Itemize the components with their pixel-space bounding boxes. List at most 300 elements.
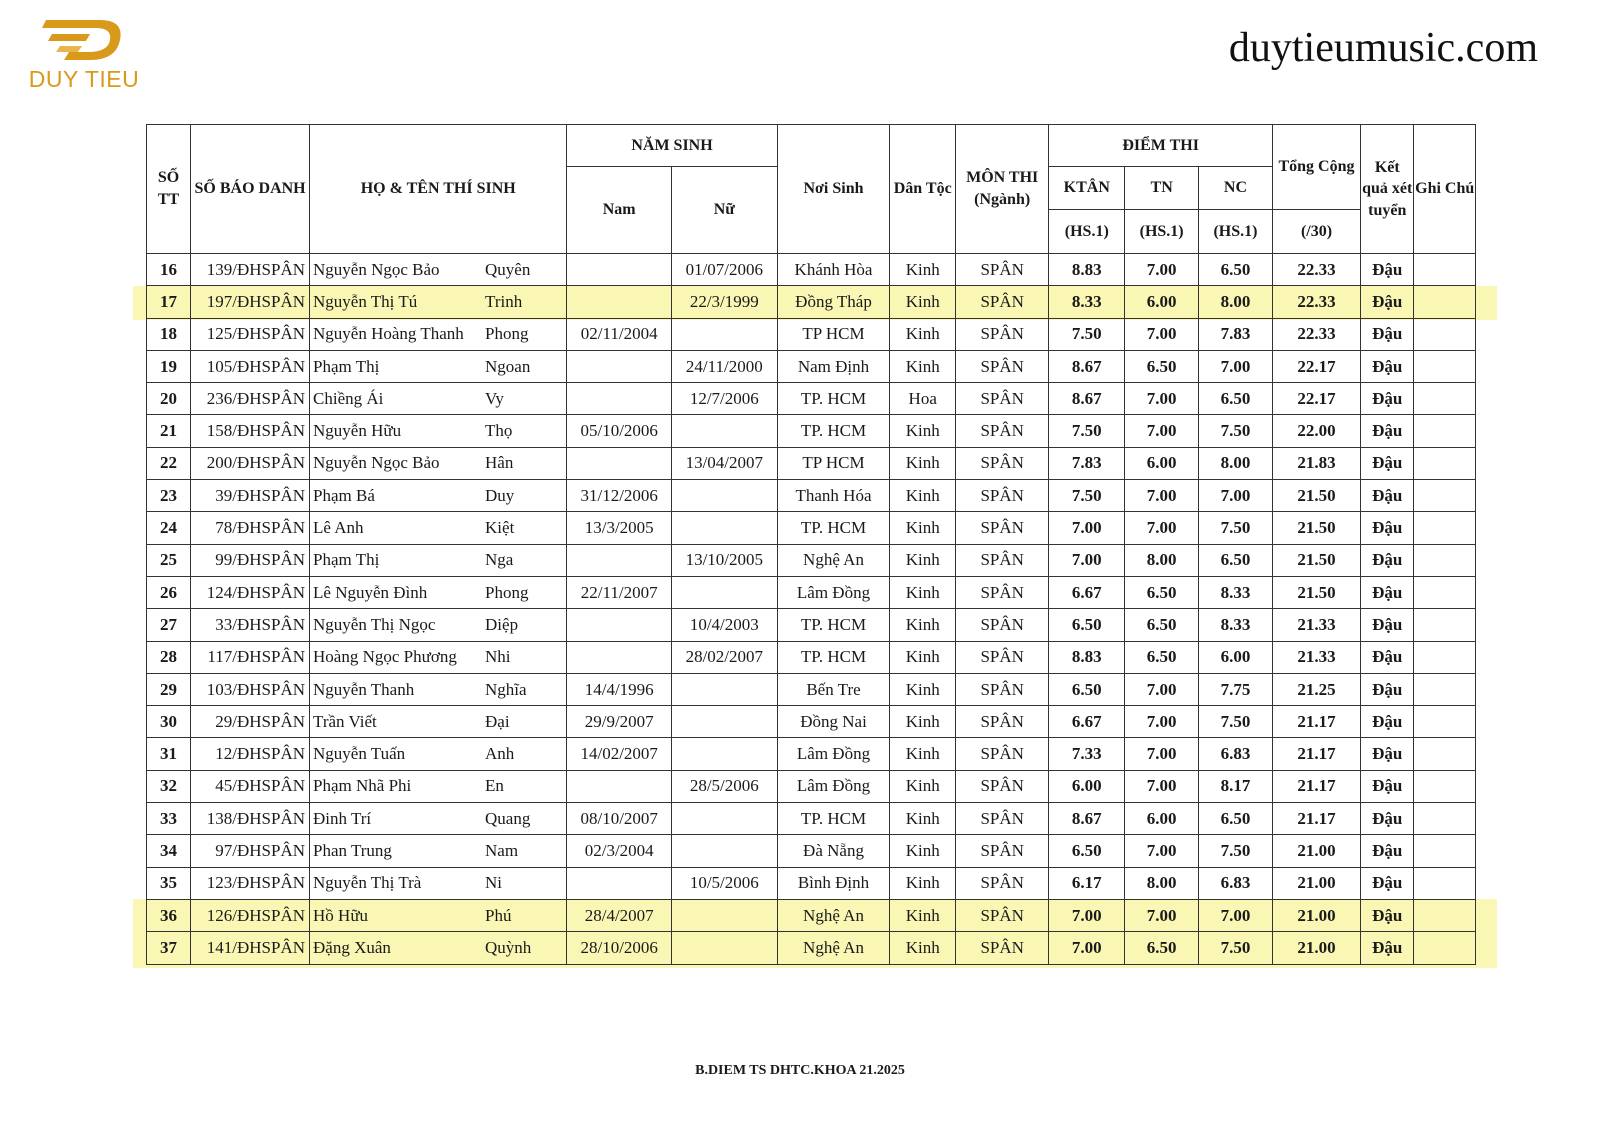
cell-tong: 21.83 — [1272, 447, 1360, 479]
header-nc: NC — [1199, 167, 1273, 210]
cell-mon-thi: SPÂN — [956, 480, 1049, 512]
cell-tong: 21.17 — [1272, 738, 1360, 770]
table-row — [147, 706, 1476, 738]
table-row — [147, 738, 1476, 770]
cell-sbd: 197/ĐHSPÂN — [191, 286, 310, 318]
cell-ket-qua: Đậu — [1361, 609, 1414, 641]
cell-stt: 19 — [147, 350, 191, 382]
cell-dan-toc: Kinh — [890, 415, 956, 447]
cell-tn: 7.00 — [1125, 383, 1199, 415]
cell-nu: 01/07/2006 — [672, 254, 778, 286]
cell-nc: 6.50 — [1199, 254, 1273, 286]
given-name: Diệp — [485, 614, 519, 634]
header-nam-sinh: NĂM SINH — [567, 125, 777, 167]
given-name: Anh — [485, 744, 515, 764]
header-mon-thi: MÔN THI (Ngành) — [956, 125, 1049, 254]
cell-mon-thi: SPÂN — [956, 641, 1049, 673]
cell-nu — [672, 576, 778, 608]
table-row — [147, 383, 1476, 415]
cell-mon-thi: SPÂN — [956, 835, 1049, 867]
cell-stt: 32 — [147, 770, 191, 802]
header-ket-qua: Kết quả xét tuyển — [1361, 125, 1414, 254]
cell-nam — [567, 609, 672, 641]
cell-ket-qua: Đậu — [1361, 932, 1414, 964]
cell-ket-qua: Đậu — [1361, 867, 1414, 899]
cell-dan-toc: Kinh — [890, 544, 956, 576]
cell-nc: 7.00 — [1199, 350, 1273, 382]
given-name: Nghĩa — [485, 679, 527, 699]
cell-full-name — [310, 512, 567, 544]
cell-sbd: 141/ĐHSPÂN — [191, 932, 310, 964]
given-name: Phong — [485, 582, 529, 602]
cell-mon-thi: SPÂN — [956, 447, 1049, 479]
cell-noi-sinh: Lâm Đồng — [777, 576, 890, 608]
cell-sbd: 125/ĐHSPÂN — [191, 318, 310, 350]
family-name: Nguyễn Ngọc Bảo — [313, 453, 440, 473]
cell-ket-qua: Đậu — [1361, 770, 1414, 802]
family-name: Đặng Xuân — [313, 937, 391, 957]
results-table — [146, 124, 1476, 965]
cell-full-name — [310, 447, 567, 479]
cell-mon-thi: SPÂN — [956, 673, 1049, 705]
table-row — [147, 867, 1476, 899]
cell-tong: 21.33 — [1272, 609, 1360, 641]
cell-dan-toc: Kinh — [890, 932, 956, 964]
family-name: Trần Viết — [313, 711, 377, 731]
cell-nam: 29/9/2007 — [567, 706, 672, 738]
cell-ghi-chu — [1414, 350, 1476, 382]
header-ghi-chu: Ghi Chú — [1414, 125, 1476, 254]
header-tong-cong: Tổng Cộng — [1272, 125, 1360, 210]
cell-tn: 7.00 — [1125, 835, 1199, 867]
cell-nu — [672, 932, 778, 964]
cell-ghi-chu — [1414, 415, 1476, 447]
header-hs-nc: (HS.1) — [1199, 210, 1273, 254]
family-name: Nguyễn Thị Tú — [313, 291, 418, 311]
given-name: En — [485, 776, 504, 796]
cell-nc: 7.50 — [1199, 706, 1273, 738]
cell-ghi-chu — [1414, 673, 1476, 705]
cell-tong: 22.17 — [1272, 383, 1360, 415]
cell-ktan: 7.50 — [1049, 318, 1125, 350]
cell-mon-thi: SPÂN — [956, 383, 1049, 415]
cell-ket-qua: Đậu — [1361, 899, 1414, 931]
cell-ket-qua: Đậu — [1361, 480, 1414, 512]
cell-noi-sinh: TP. HCM — [777, 609, 890, 641]
family-name: Nguyễn Ngọc Bảo — [313, 259, 440, 279]
cell-full-name — [310, 318, 567, 350]
given-name: Thọ — [485, 421, 513, 441]
cell-ket-qua: Đậu — [1361, 738, 1414, 770]
cell-noi-sinh: TP HCM — [777, 447, 890, 479]
cell-ktan: 7.00 — [1049, 899, 1125, 931]
cell-stt: 27 — [147, 609, 191, 641]
cell-ghi-chu — [1414, 803, 1476, 835]
cell-nc: 7.50 — [1199, 932, 1273, 964]
cell-mon-thi: SPÂN — [956, 738, 1049, 770]
family-name: Phạm Thị — [313, 356, 380, 376]
family-name: Nguyễn Thanh — [313, 679, 415, 699]
cell-nc: 6.50 — [1199, 803, 1273, 835]
cell-noi-sinh: TP. HCM — [777, 641, 890, 673]
cell-sbd: 105/ĐHSPÂN — [191, 350, 310, 382]
cell-noi-sinh: TP. HCM — [777, 383, 890, 415]
cell-ghi-chu — [1414, 641, 1476, 673]
cell-ket-qua: Đậu — [1361, 447, 1414, 479]
cell-full-name — [310, 286, 567, 318]
cell-nu: 13/04/2007 — [672, 447, 778, 479]
cell-noi-sinh: Bình Định — [777, 867, 890, 899]
given-name: Phong — [485, 324, 529, 344]
cell-tn: 6.50 — [1125, 641, 1199, 673]
cell-full-name — [310, 350, 567, 382]
cell-ktan: 8.67 — [1049, 350, 1125, 382]
cell-tong: 21.50 — [1272, 544, 1360, 576]
cell-ket-qua: Đậu — [1361, 544, 1414, 576]
cell-nu: 12/7/2006 — [672, 383, 778, 415]
family-name: Lê Nguyễn Đình — [313, 582, 428, 602]
cell-full-name — [310, 609, 567, 641]
cell-tn: 7.00 — [1125, 318, 1199, 350]
cell-tn: 7.00 — [1125, 254, 1199, 286]
cell-nam — [567, 254, 672, 286]
cell-ktan: 8.83 — [1049, 254, 1125, 286]
cell-ket-qua: Đậu — [1361, 706, 1414, 738]
given-name: Quyên — [485, 259, 531, 279]
cell-ktan: 6.50 — [1049, 835, 1125, 867]
cell-mon-thi: SPÂN — [956, 609, 1049, 641]
cell-nu — [672, 512, 778, 544]
cell-ket-qua: Đậu — [1361, 512, 1414, 544]
cell-tong: 21.17 — [1272, 770, 1360, 802]
cell-nc: 8.33 — [1199, 609, 1273, 641]
cell-stt: 37 — [147, 932, 191, 964]
cell-stt: 20 — [147, 383, 191, 415]
cell-mon-thi: SPÂN — [956, 932, 1049, 964]
cell-ktan: 6.50 — [1049, 609, 1125, 641]
cell-nam — [567, 350, 672, 382]
cell-noi-sinh: Đồng Nai — [777, 706, 890, 738]
cell-nu: 13/10/2005 — [672, 544, 778, 576]
cell-tn: 6.50 — [1125, 350, 1199, 382]
cell-ket-qua: Đậu — [1361, 835, 1414, 867]
cell-full-name — [310, 738, 567, 770]
cell-tn: 7.00 — [1125, 415, 1199, 447]
cell-dan-toc: Kinh — [890, 641, 956, 673]
cell-nu — [672, 480, 778, 512]
cell-dan-toc: Kinh — [890, 673, 956, 705]
cell-tn: 6.50 — [1125, 576, 1199, 608]
cell-ktan: 8.83 — [1049, 641, 1125, 673]
cell-stt: 21 — [147, 415, 191, 447]
cell-ktan: 7.50 — [1049, 415, 1125, 447]
cell-full-name — [310, 899, 567, 931]
cell-sbd: 126/ĐHSPÂN — [191, 899, 310, 931]
cell-nu — [672, 318, 778, 350]
cell-dan-toc: Kinh — [890, 480, 956, 512]
cell-nam — [567, 770, 672, 802]
cell-sbd: 236/ĐHSPÂN — [191, 383, 310, 415]
cell-tong: 22.00 — [1272, 415, 1360, 447]
cell-sbd: 33/ĐHSPÂN — [191, 609, 310, 641]
cell-ghi-chu — [1414, 932, 1476, 964]
cell-sbd: 45/ĐHSPÂN — [191, 770, 310, 802]
cell-tong: 21.00 — [1272, 867, 1360, 899]
family-name: Phạm Bá — [313, 485, 375, 505]
cell-nam: 08/10/2007 — [567, 803, 672, 835]
cell-ket-qua: Đậu — [1361, 286, 1414, 318]
family-name: Phạm Thị — [313, 550, 380, 570]
cell-dan-toc: Kinh — [890, 706, 956, 738]
cell-ghi-chu — [1414, 738, 1476, 770]
cell-ket-qua: Đậu — [1361, 318, 1414, 350]
cell-tong: 21.33 — [1272, 641, 1360, 673]
cell-sbd: 78/ĐHSPÂN — [191, 512, 310, 544]
table-row — [147, 803, 1476, 835]
cell-nam: 14/4/1996 — [567, 673, 672, 705]
cell-full-name — [310, 932, 567, 964]
family-name: Hoàng Ngọc Phương — [313, 647, 457, 667]
cell-noi-sinh: Bến Tre — [777, 673, 890, 705]
cell-nam — [567, 286, 672, 318]
cell-dan-toc: Kinh — [890, 803, 956, 835]
cell-nc: 8.00 — [1199, 286, 1273, 318]
cell-ktan: 7.00 — [1049, 544, 1125, 576]
cell-noi-sinh: Thanh Hóa — [777, 480, 890, 512]
cell-tong: 22.33 — [1272, 254, 1360, 286]
cell-ktan: 6.00 — [1049, 770, 1125, 802]
cell-stt: 28 — [147, 641, 191, 673]
cell-stt: 29 — [147, 673, 191, 705]
cell-nu: 28/5/2006 — [672, 770, 778, 802]
family-name: Nguyễn Hữu — [313, 421, 402, 441]
cell-nc: 6.83 — [1199, 738, 1273, 770]
table-row — [147, 609, 1476, 641]
given-name: Vy — [485, 388, 504, 408]
header-name: HỌ & TÊN THÍ SINH — [310, 125, 567, 254]
given-name: Nam — [485, 840, 519, 860]
cell-noi-sinh: Lâm Đồng — [777, 770, 890, 802]
cell-ktan: 6.67 — [1049, 706, 1125, 738]
cell-dan-toc: Kinh — [890, 350, 956, 382]
cell-dan-toc: Kinh — [890, 770, 956, 802]
header-sbd: SỐ BÁO DANH — [191, 125, 310, 254]
cell-full-name — [310, 867, 567, 899]
cell-ghi-chu — [1414, 770, 1476, 802]
cell-nu — [672, 706, 778, 738]
family-name: Nguyễn Thị Ngọc — [313, 614, 436, 634]
cell-full-name — [310, 803, 567, 835]
cell-stt: 16 — [147, 254, 191, 286]
cell-nam — [567, 447, 672, 479]
cell-nc: 7.50 — [1199, 415, 1273, 447]
cell-dan-toc: Kinh — [890, 447, 956, 479]
cell-nc: 7.00 — [1199, 480, 1273, 512]
cell-nu: 24/11/2000 — [672, 350, 778, 382]
family-name: Đinh Trí — [313, 808, 372, 828]
cell-ghi-chu — [1414, 867, 1476, 899]
cell-noi-sinh: Nghệ An — [777, 544, 890, 576]
cell-nc: 7.83 — [1199, 318, 1273, 350]
cell-tn: 7.00 — [1125, 480, 1199, 512]
document-code: B.DIEM TS DHTC.KHOA 21.2025 — [695, 1063, 905, 1078]
cell-tong: 22.33 — [1272, 286, 1360, 318]
cell-full-name — [310, 770, 567, 802]
table-row — [147, 899, 1476, 931]
cell-ktan: 8.33 — [1049, 286, 1125, 318]
cell-sbd: 12/ĐHSPÂN — [191, 738, 310, 770]
cell-tn: 6.00 — [1125, 447, 1199, 479]
header-nam: Nam — [567, 167, 672, 254]
cell-sbd: 138/ĐHSPÂN — [191, 803, 310, 835]
cell-nu — [672, 803, 778, 835]
cell-noi-sinh: Nam Định — [777, 350, 890, 382]
header-tn: TN — [1125, 167, 1199, 210]
cell-nc: 7.00 — [1199, 899, 1273, 931]
cell-tn: 6.50 — [1125, 932, 1199, 964]
cell-noi-sinh: Lâm Đồng — [777, 738, 890, 770]
cell-nu — [672, 415, 778, 447]
cell-ghi-chu — [1414, 447, 1476, 479]
header-hs-tn: (HS.1) — [1125, 210, 1199, 254]
table-row — [147, 318, 1476, 350]
family-name: Nguyễn Thị Trà — [313, 873, 422, 893]
given-name: Hân — [485, 453, 514, 473]
cell-full-name — [310, 415, 567, 447]
cell-stt: 30 — [147, 706, 191, 738]
cell-dan-toc: Kinh — [890, 318, 956, 350]
cell-noi-sinh: Khánh Hòa — [777, 254, 890, 286]
cell-ghi-chu — [1414, 383, 1476, 415]
cell-stt: 36 — [147, 899, 191, 931]
cell-nu — [672, 835, 778, 867]
cell-tn: 6.00 — [1125, 803, 1199, 835]
cell-tn: 8.00 — [1125, 544, 1199, 576]
cell-tong: 21.17 — [1272, 706, 1360, 738]
cell-full-name — [310, 383, 567, 415]
cell-dan-toc: Kinh — [890, 835, 956, 867]
family-name: Nguyễn Tuấn — [313, 744, 406, 764]
table-row — [147, 641, 1476, 673]
cell-mon-thi: SPÂN — [956, 318, 1049, 350]
cell-dan-toc: Kinh — [890, 286, 956, 318]
cell-ktan: 7.00 — [1049, 932, 1125, 964]
cell-nc: 8.17 — [1199, 770, 1273, 802]
cell-stt: 25 — [147, 544, 191, 576]
cell-ghi-chu — [1414, 254, 1476, 286]
family-name: Nguyễn Hoàng Thanh — [313, 324, 464, 344]
cell-nc: 6.50 — [1199, 383, 1273, 415]
given-name: Quang — [485, 808, 531, 828]
cell-nc: 7.50 — [1199, 512, 1273, 544]
given-name: Trinh — [485, 291, 523, 311]
cell-noi-sinh: TP. HCM — [777, 415, 890, 447]
family-name: Hồ Hữu — [313, 905, 369, 925]
cell-tong: 21.00 — [1272, 899, 1360, 931]
cell-ktan: 8.67 — [1049, 803, 1125, 835]
cell-full-name — [310, 835, 567, 867]
cell-mon-thi: SPÂN — [956, 803, 1049, 835]
cell-ktan: 6.50 — [1049, 673, 1125, 705]
cell-tong: 22.33 — [1272, 318, 1360, 350]
given-name: Nga — [485, 550, 514, 570]
cell-nam — [567, 544, 672, 576]
cell-stt: 34 — [147, 835, 191, 867]
cell-sbd: 117/ĐHSPÂN — [191, 641, 310, 673]
cell-nu: 28/02/2007 — [672, 641, 778, 673]
cell-noi-sinh: Đồng Tháp — [777, 286, 890, 318]
cell-dan-toc: Kinh — [890, 867, 956, 899]
cell-noi-sinh: Đà Nẵng — [777, 835, 890, 867]
cell-tn: 7.00 — [1125, 673, 1199, 705]
cell-nc: 6.00 — [1199, 641, 1273, 673]
cell-ket-qua: Đậu — [1361, 415, 1414, 447]
table-row — [147, 480, 1476, 512]
cell-nu: 10/5/2006 — [672, 867, 778, 899]
table-row — [147, 673, 1476, 705]
header-noi-sinh: Nơi Sinh — [777, 125, 890, 254]
cell-ktan: 8.67 — [1049, 383, 1125, 415]
cell-ghi-chu — [1414, 576, 1476, 608]
header-hs-ktan: (HS.1) — [1049, 210, 1125, 254]
cell-mon-thi: SPÂN — [956, 286, 1049, 318]
cell-stt: 18 — [147, 318, 191, 350]
cell-nc: 8.00 — [1199, 447, 1273, 479]
cell-stt: 33 — [147, 803, 191, 835]
cell-ket-qua: Đậu — [1361, 641, 1414, 673]
cell-tn: 8.00 — [1125, 867, 1199, 899]
cell-nam: 28/4/2007 — [567, 899, 672, 931]
cell-sbd: 29/ĐHSPÂN — [191, 706, 310, 738]
given-name: Ngoan — [485, 356, 531, 376]
table-row — [147, 835, 1476, 867]
header-diem-thi: ĐIỂM THI — [1049, 125, 1273, 167]
cell-tong: 21.00 — [1272, 835, 1360, 867]
cell-dan-toc: Kinh — [890, 576, 956, 608]
family-name: Lê Anh — [313, 518, 364, 538]
cell-ghi-chu — [1414, 512, 1476, 544]
cell-mon-thi: SPÂN — [956, 350, 1049, 382]
cell-nam: 28/10/2006 — [567, 932, 672, 964]
cell-sbd: 39/ĐHSPÂN — [191, 480, 310, 512]
cell-nc: 7.75 — [1199, 673, 1273, 705]
cell-ghi-chu — [1414, 835, 1476, 867]
cell-ket-qua: Đậu — [1361, 350, 1414, 382]
cell-ket-qua: Đậu — [1361, 576, 1414, 608]
cell-mon-thi: SPÂN — [956, 415, 1049, 447]
cell-mon-thi: SPÂN — [956, 899, 1049, 931]
cell-tong: 22.17 — [1272, 350, 1360, 382]
cell-dan-toc: Kinh — [890, 899, 956, 931]
cell-ktan: 7.83 — [1049, 447, 1125, 479]
cell-stt: 17 — [147, 286, 191, 318]
cell-ket-qua: Đậu — [1361, 254, 1414, 286]
cell-tn: 7.00 — [1125, 770, 1199, 802]
cell-mon-thi: SPÂN — [956, 254, 1049, 286]
cell-stt: 31 — [147, 738, 191, 770]
brand-logo — [24, 14, 144, 94]
cell-nam — [567, 383, 672, 415]
cell-full-name — [310, 544, 567, 576]
cell-tn: 7.00 — [1125, 738, 1199, 770]
cell-ktan: 6.67 — [1049, 576, 1125, 608]
cell-nu — [672, 899, 778, 931]
cell-mon-thi: SPÂN — [956, 576, 1049, 608]
cell-dan-toc: Kinh — [890, 254, 956, 286]
cell-noi-sinh: Nghệ An — [777, 899, 890, 931]
cell-noi-sinh: TP HCM — [777, 318, 890, 350]
cell-ket-qua: Đậu — [1361, 803, 1414, 835]
